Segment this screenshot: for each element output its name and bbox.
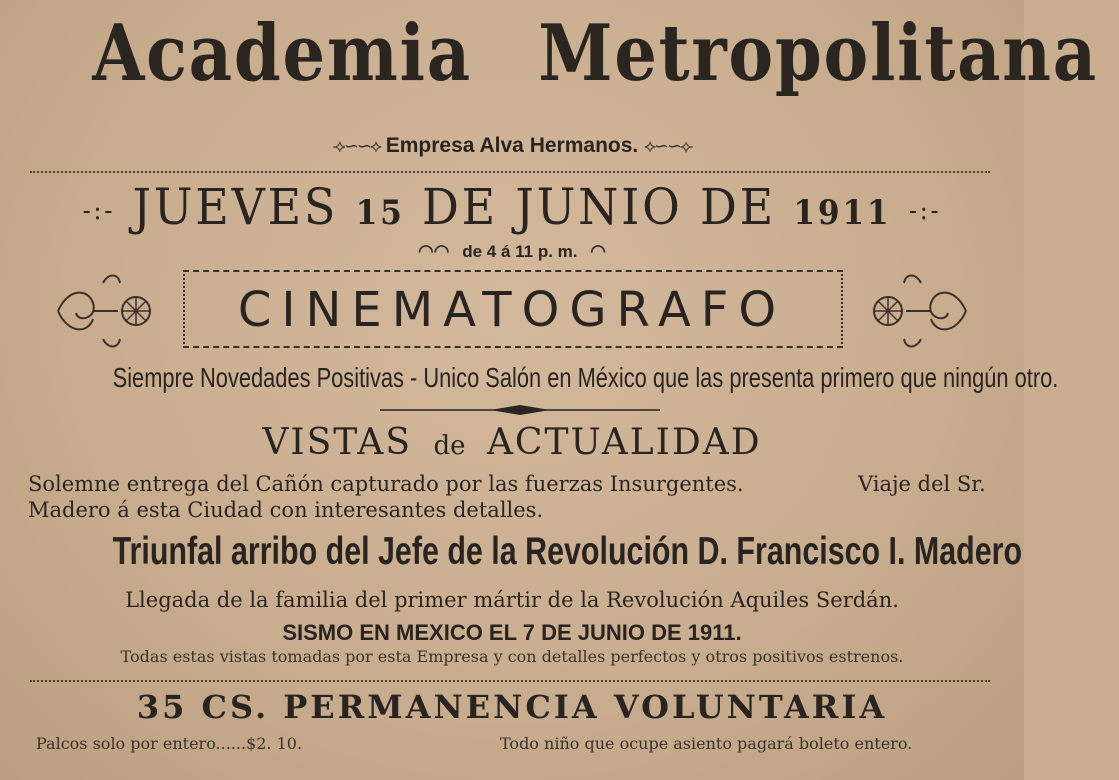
empresa-line — [0, 134, 1024, 158]
cinematografo-heading: CINEMATOGRAFO — [237, 282, 787, 338]
date-weekday: JUEVES — [132, 178, 339, 236]
title-word-academia: Academia — [92, 8, 472, 99]
slogan-line: Siempre Novedades Positivas - Unico Salón en México que las presenta primero que ningún otro. — [112, 362, 1059, 393]
hours-text: de 4 á 11 p. m. — [462, 242, 578, 261]
vistas-word: VISTAS — [262, 422, 412, 463]
date-line — [41, 178, 983, 236]
triunfal-headline: Triunfal arribo del Jefe de la Revolución D. Francisco I. Madero — [112, 530, 1023, 573]
date-de-2: DE — [699, 178, 776, 236]
hours-line — [0, 241, 1024, 262]
madero-line: Madero á esta Ciudad con interesantes detalles. — [28, 498, 544, 522]
fan-ornament-icon: ◠◠ — [418, 241, 450, 261]
permanencia-line: 35 CS. PERMANENCIA VOLUNTARIA — [136, 688, 888, 726]
divider-ornament-icon — [380, 404, 660, 416]
viaje-line: Viaje del Sr. — [858, 472, 986, 496]
date-de-1: DE — [422, 178, 499, 236]
vistas-de: de — [433, 431, 466, 461]
flourish-right-icon: ⟡∽∽⟣ — [644, 136, 692, 157]
nino-line: Todo niño que ocupe asiento pagará boleto entero. — [500, 734, 913, 753]
title-word-metropolitana: Metropolitana — [538, 8, 1098, 99]
bottom-dotted-rule — [30, 680, 990, 682]
llegada-line: Llegada de la familia del primer mártir de la Revolución Aquiles Serdán. — [125, 588, 899, 612]
poster-title — [72, 8, 1098, 99]
empresa-text: Empresa Alva Hermanos. — [385, 134, 639, 157]
date-month: JUNIO — [515, 178, 683, 236]
date-left-mark: -:- — [82, 196, 116, 226]
vistas-heading — [0, 422, 1024, 463]
top-dotted-rule — [30, 171, 990, 173]
solemne-line: Solemne entrega del Cañón capturado por las fuerzas Insurgentes. — [28, 472, 744, 496]
date-right-mark: -:- — [908, 196, 942, 226]
todas-line: Todas estas vistas tomadas por esta Empresa y con detalles perfectos y otros positivos estrenos. — [120, 647, 904, 666]
vistas-actualidad: ACTUALIDAD — [486, 422, 762, 463]
palcos-line: Palcos solo por entero......$2. 10. — [36, 734, 303, 753]
flourish-left-icon: ⟢∽∽⟡ — [332, 136, 380, 157]
date-day: 15 — [355, 193, 405, 233]
sismo-line: SISMO EN MEXICO EL 7 DE JUNIO DE 1911. — [282, 620, 742, 645]
date-year: 1911 — [793, 193, 892, 233]
fan-ornament-icon: ◠ — [590, 241, 606, 261]
